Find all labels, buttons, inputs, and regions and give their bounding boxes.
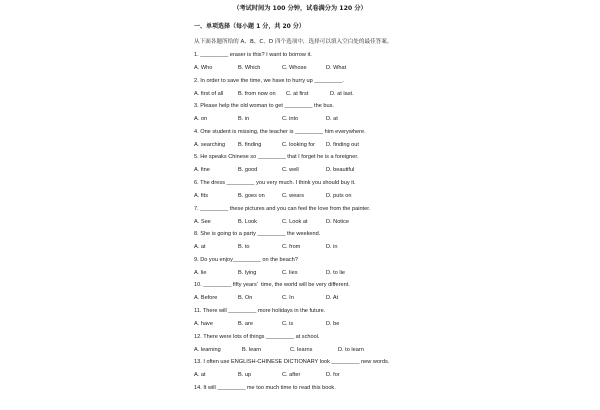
question-item [194, 129, 600, 155]
options-row [194, 295, 600, 308]
option-d: D. Notice [326, 218, 350, 225]
options-row [194, 193, 600, 206]
option-d: D. At [326, 295, 339, 302]
option-d: D. finding out [326, 141, 359, 148]
question-text: 12. There were lots of things _________ at school. [194, 333, 320, 340]
question-item [194, 154, 600, 180]
question-text: 1. _________ eraser is this? I want to borrow it. [194, 52, 312, 58]
option-b: B. in [238, 116, 250, 123]
option-c: C. Look at [282, 218, 308, 225]
option-b: B. to [238, 244, 250, 251]
question-text: 5. He speaks Chinese so _________ that I forget he is a foreigner. [194, 154, 359, 161]
question-text: 13. I often use ENGLISH-CHINESE DICTIONARY look _________ new words. [194, 359, 390, 366]
question-item [194, 103, 600, 129]
option-b: B. lying [238, 269, 257, 276]
option-c: C. well [282, 167, 299, 174]
question-item [194, 180, 600, 206]
option-b: B. from now on [238, 90, 276, 97]
options-row [194, 142, 600, 155]
option-d: D. What [326, 65, 347, 71]
section-instruction: 从下面各题所给的 A、B、C、D 四个选项中，选择可以填入空白处的最佳答案。 [194, 39, 393, 45]
option-d: D. at [326, 116, 338, 123]
option-b: B. On [238, 295, 253, 302]
options-row [194, 321, 600, 334]
option-d: D. to learn [338, 346, 364, 353]
option-c: C. wears [282, 192, 305, 199]
exam-header-note: （考试时间为 100 分钟，试卷满分为 120 分） [233, 5, 367, 12]
option-a: A. at [194, 372, 206, 379]
option-c: C. looking for [282, 141, 315, 148]
options-row [194, 244, 600, 257]
option-a: A. fits [194, 192, 208, 199]
question-text: 7. _________ these pictures and you can feel the love from the painter. [194, 205, 371, 212]
option-d: D. beautiful [326, 167, 355, 174]
option-c: C. is [282, 320, 294, 327]
option-d: D. in [326, 244, 338, 251]
question-item [194, 334, 600, 360]
question-item [194, 78, 600, 104]
question-item [194, 52, 600, 78]
question-text: 3. Please help the old woman to get _________ the bus. [194, 103, 334, 110]
option-c: C. In [282, 295, 294, 302]
question-item [194, 231, 600, 257]
option-c: C. learns [290, 346, 313, 353]
option-c: C. after [282, 372, 301, 379]
options-row [194, 65, 600, 78]
option-c: C. Whose [282, 65, 307, 71]
options-row [194, 167, 600, 180]
option-d: D. be [326, 320, 340, 327]
question-item [194, 257, 600, 283]
option-a: A. on [194, 116, 208, 123]
option-a: A. See [194, 218, 211, 225]
option-c: C. at first [286, 90, 309, 97]
option-b: B. good [238, 167, 258, 174]
option-b: B. finding [238, 141, 262, 148]
option-b: B. up [238, 372, 252, 379]
option-c: C. from [282, 244, 301, 251]
question-item [194, 385, 600, 410]
option-a: A. learning [194, 346, 221, 353]
option-a: A. Before [194, 295, 218, 302]
option-b: B. Which [238, 65, 261, 71]
question-text: 6. The dress _________ you very much. I think you should buy it. [194, 179, 356, 186]
question-list [194, 52, 600, 410]
option-a: A. fine [194, 167, 210, 174]
question-text: 14. It will _________ me too much time to read this book. [194, 384, 336, 391]
option-b: B. goes on [238, 192, 265, 199]
question-text: 2. In order to save the time, we have to hurry up _________. [194, 77, 344, 84]
question-text: 10. _________ fifty years' time, the world will be very different. [194, 282, 350, 289]
question-item [194, 206, 600, 232]
question-text: 4. One student is missing, the teacher is _________ him everywhere. [194, 128, 366, 135]
option-a: A. first of all [194, 90, 224, 97]
options-row [194, 372, 600, 385]
option-a: A. have [194, 320, 213, 327]
question-text: 11. There will _________ more holidays in the future. [194, 307, 326, 314]
question-item [194, 282, 600, 308]
options-row [194, 91, 600, 104]
section-title: 一、单项选择（每小题 1 分，共 20 分） [194, 23, 305, 30]
option-a: A. searching [194, 141, 226, 148]
options-row [194, 116, 600, 129]
option-d: D. for [326, 372, 340, 379]
option-a: A. lie [194, 269, 207, 276]
question-text: 8. She is going to a party _________ the weekend. [194, 231, 321, 238]
option-d: D. to lie [326, 269, 345, 276]
option-c: C. lies [282, 269, 298, 276]
option-b: B. Look [238, 218, 257, 225]
option-d: D. puts on [326, 192, 352, 199]
option-b: B. are [238, 320, 253, 327]
option-b: B. learn [242, 346, 262, 353]
question-text: 9. Do you enjoy_________ on the beach? [194, 256, 298, 263]
options-row [194, 270, 600, 283]
option-a: A. Who [194, 65, 213, 71]
question-item [194, 308, 600, 334]
option-d: D. at last. [330, 90, 354, 97]
options-row [194, 219, 600, 232]
question-item [194, 359, 600, 385]
option-c: C. into [282, 116, 299, 123]
option-a: A. at [194, 244, 206, 251]
options-row [194, 347, 600, 360]
